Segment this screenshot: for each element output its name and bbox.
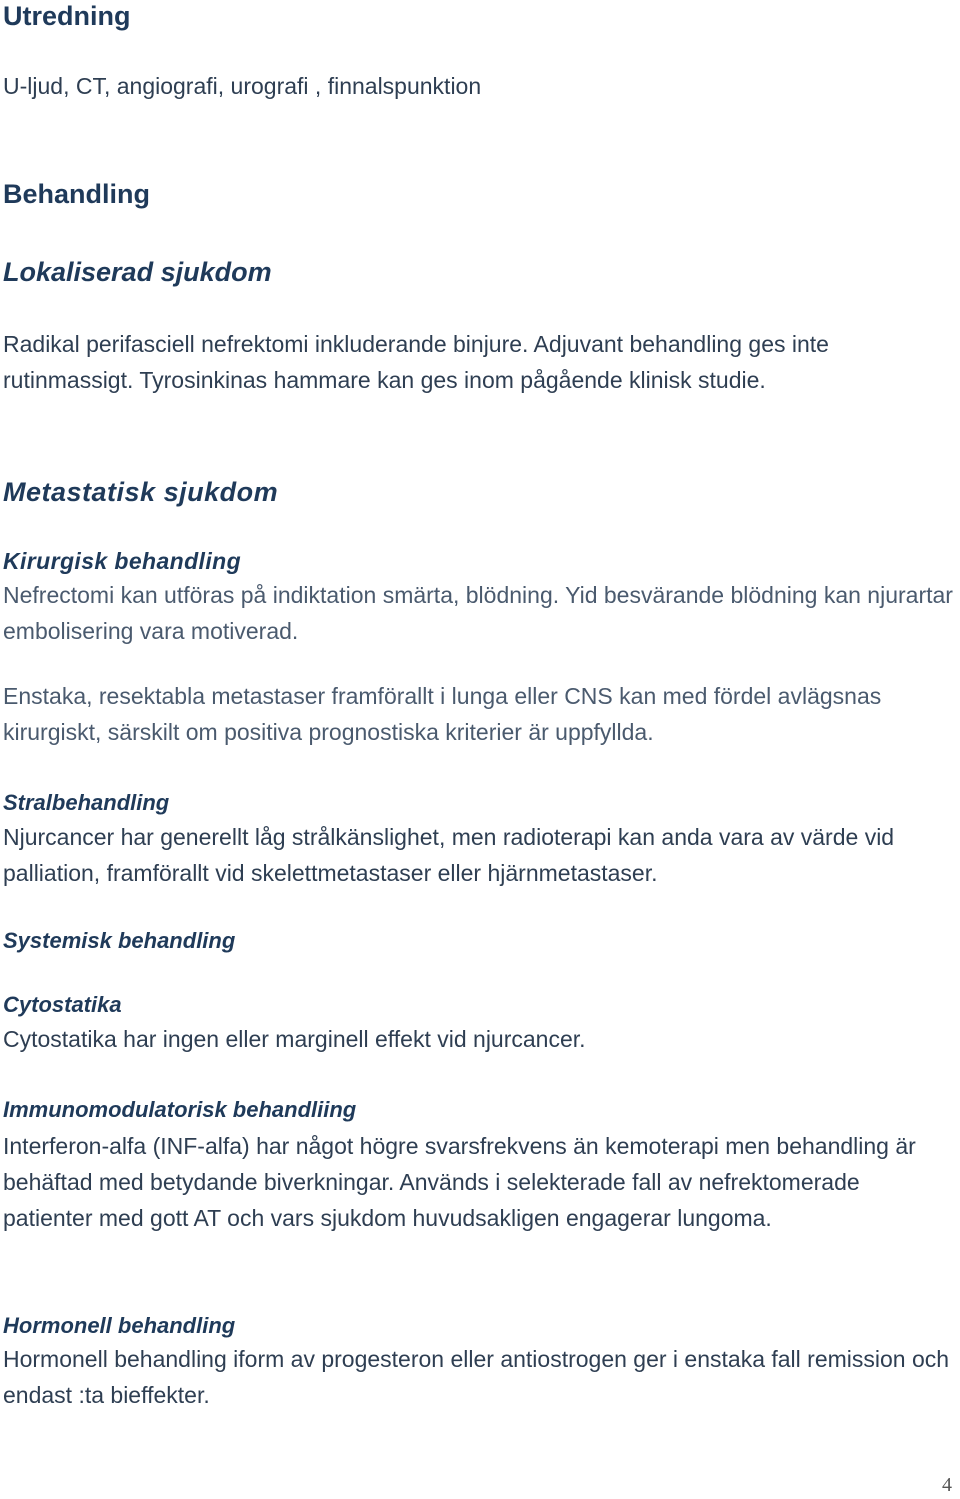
heading-kirurgisk-behandling: Kirurgisk behandling — [3, 548, 242, 574]
text-cytostatika: Cytostatika har ingen eller marginell effekt vid njurcancer. — [3, 1026, 586, 1052]
heading-cytostatika: Cytostatika — [3, 992, 122, 1017]
heading-behandling: Behandling — [3, 179, 150, 209]
heading-immunomodulatorisk: Immunomodulatorisk behandliing — [3, 1097, 357, 1122]
heading-systemisk-behandling: Systemisk behandling — [3, 928, 236, 953]
text-kirurgisk-behandling: Nefrectomi kan utföras på indiktation smärta, blödning. Yid besvärande blödning kan njurartar embolisering vara motiverad. — [3, 582, 953, 644]
text-metastaser-kirurgi: Enstaka, resektabla metastaser framförallt i lunga eller CNS kan med fördel avlägsnas kirurgiskt, särskilt om positiva prognostiska kriterier är uppfyllda. — [3, 683, 882, 745]
text-immunomodulatorisk: Interferon-alfa (INF-alfa) har något högre svarsfrekvens än kemoterapi men behandling är behäftad med betydande biverkningar. Används i selekterade fall av nefrektomerade patienter med gott AT och vars sjukdom huvudsakligen engagerar lungoma. — [3, 1133, 916, 1231]
text-hormonell-behandling: Hormonell behandling iform av progesteron eller antiostrogen ger i enstaka fall remission och endast :ta bieffekter. — [3, 1346, 950, 1408]
heading-stralbehandling: Stralbehandling — [3, 790, 170, 815]
heading-metastatisk-sjukdom: Metastatisk sjukdom — [3, 477, 279, 507]
heading-hormonell-behandling: Hormonell behandling — [3, 1313, 236, 1338]
text-utredning: U-ljud, CT, angiografi, urografi , finnalspunktion — [3, 73, 482, 99]
text-lokaliserad-sjukdom: Radikal perifasciell nefrektomi inkluderande binjure. Adjuvant behandling ges inte rutinmassigt. Tyrosinkinas hammare kan ges inom pågående klinisk studie. — [3, 331, 829, 393]
page-number: 4 — [942, 1474, 952, 1496]
heading-lokaliserad-sjukdom: Lokaliserad sjukdom — [3, 257, 272, 287]
heading-utredning: Utredning — [3, 1, 131, 31]
text-stralbehandling: Njurcancer har generellt låg strålkänslighet, men radioterapi kan anda vara av värde vid palliation, framförallt vid skelettmetastaser eller hjärnmetastaser. — [3, 824, 895, 886]
